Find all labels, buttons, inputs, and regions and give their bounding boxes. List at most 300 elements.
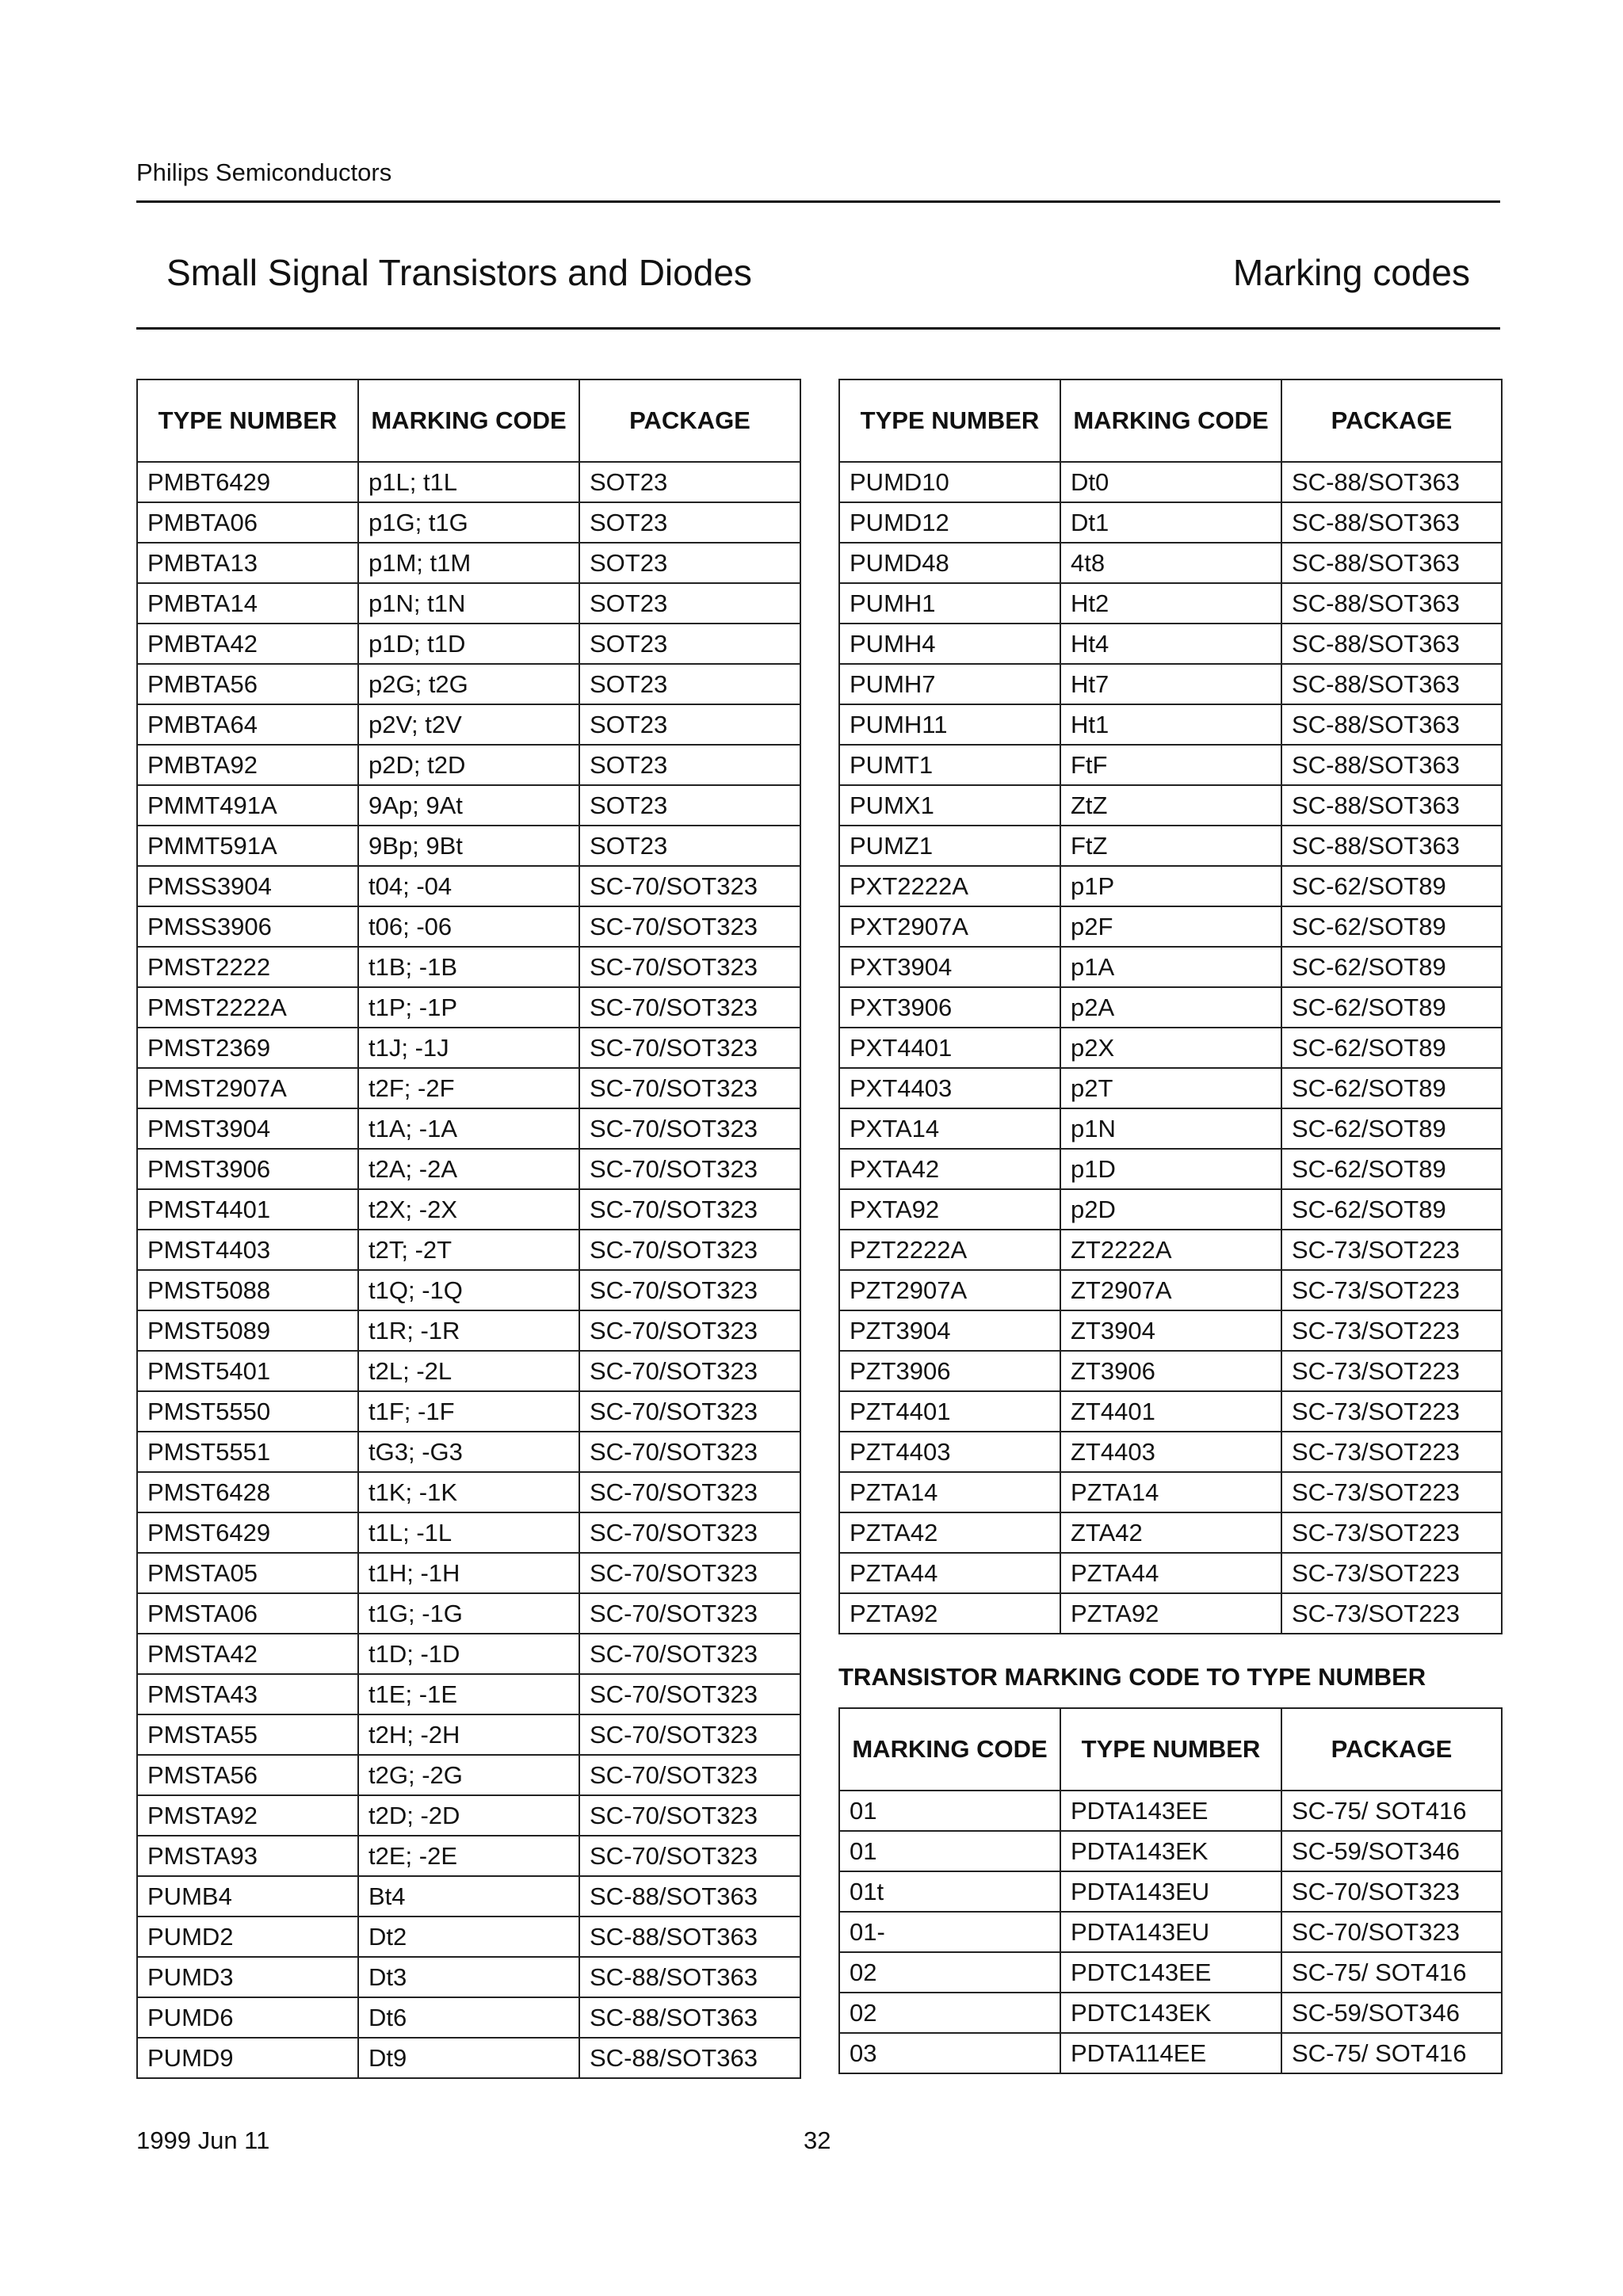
table-cell: 01-: [839, 1912, 1060, 1952]
table-cell: Ht4: [1060, 624, 1281, 664]
table-cell: ZT2907A: [1060, 1270, 1281, 1310]
table-cell: SC-73/SOT223: [1281, 1512, 1502, 1553]
table-cell: p1P: [1060, 866, 1281, 906]
table-cell: SC-73/SOT223: [1281, 1270, 1502, 1310]
table-cell: 9Ap; 9At: [358, 785, 579, 826]
table-cell: PDTA114EE: [1060, 2033, 1281, 2073]
table-cell: p2A: [1060, 987, 1281, 1028]
table-cell: PZT4401: [839, 1391, 1060, 1432]
table-cell: Dt6: [358, 1997, 579, 2038]
table-cell: PMST5550: [137, 1391, 358, 1432]
table-cell: PUMH11: [839, 704, 1060, 745]
table-row: [839, 1831, 1502, 1871]
table-cell: p1A: [1060, 947, 1281, 987]
table-cell: Dt2: [358, 1917, 579, 1957]
table-cell: SC-62/SOT89: [1281, 1108, 1502, 1149]
table-row: [137, 1674, 800, 1714]
table-cell: PDTA143EE: [1060, 1791, 1281, 1831]
table-row: [137, 1512, 800, 1553]
table-cell: PUMD12: [839, 502, 1060, 543]
table-cell: SC-88/SOT363: [1281, 704, 1502, 745]
reverse-lookup-heading: TRANSISTOR MARKING CODE TO TYPE NUMBER: [838, 1663, 1426, 1691]
table-row: [137, 1836, 800, 1876]
header-rule-bottom: [136, 327, 1500, 330]
table-cell: PMST2369: [137, 1028, 358, 1068]
column-header-marking-code: MARKING CODE: [1060, 379, 1281, 462]
table-header-row: [839, 379, 1502, 462]
table-cell: SC-73/SOT223: [1281, 1310, 1502, 1351]
table-cell: PMSS3904: [137, 866, 358, 906]
table-cell: PXT4401: [839, 1028, 1060, 1068]
table-cell: SOT23: [579, 785, 800, 826]
table-cell: ZT3906: [1060, 1351, 1281, 1391]
table-cell: SC-75/ SOT416: [1281, 1952, 1502, 1993]
table-row: [839, 2033, 1502, 2073]
table-cell: p2D: [1060, 1189, 1281, 1230]
table-cell: PMSTA42: [137, 1634, 358, 1674]
table-cell: PMBTA42: [137, 624, 358, 664]
table-cell: SC-70/SOT323: [579, 1512, 800, 1553]
table-row: [839, 1432, 1502, 1472]
table-cell: t1K; -1K: [358, 1472, 579, 1512]
table-cell: PZT3904: [839, 1310, 1060, 1351]
table-cell: t2G; -2G: [358, 1755, 579, 1795]
table-cell: SC-88/SOT363: [1281, 462, 1502, 502]
table-row: [839, 1553, 1502, 1593]
table-cell: SC-88/SOT363: [579, 1917, 800, 1957]
table-cell: SC-70/SOT323: [579, 1472, 800, 1512]
table-cell: SC-70/SOT323: [579, 1553, 800, 1593]
table-row: [137, 1553, 800, 1593]
table-cell: Ht1: [1060, 704, 1281, 745]
table-header-row: [137, 379, 800, 462]
table-cell: PZTA92: [839, 1593, 1060, 1634]
table-cell: SC-59/SOT346: [1281, 1831, 1502, 1871]
table-cell: PMBTA56: [137, 664, 358, 704]
table-cell: p2G; t2G: [358, 664, 579, 704]
table-cell: SC-88/SOT363: [1281, 745, 1502, 785]
table-cell: p1L; t1L: [358, 462, 579, 502]
table-cell: FtZ: [1060, 826, 1281, 866]
table-cell: PXT3904: [839, 947, 1060, 987]
table-cell: PMBTA13: [137, 543, 358, 583]
table-cell: PZTA44: [1060, 1553, 1281, 1593]
table-row: [839, 1068, 1502, 1108]
section-title: Marking codes: [1232, 252, 1470, 293]
table-cell: PMST2222A: [137, 987, 358, 1028]
table-cell: t1F; -1F: [358, 1391, 579, 1432]
table-cell: Ht7: [1060, 664, 1281, 704]
table-cell: SC-70/SOT323: [579, 1593, 800, 1634]
table-cell: ZT4401: [1060, 1391, 1281, 1432]
table-row: [137, 1714, 800, 1755]
table-cell: PZTA44: [839, 1553, 1060, 1593]
table-cell: PMSS3906: [137, 906, 358, 947]
table-cell: t2L; -2L: [358, 1351, 579, 1391]
table-row: [137, 1068, 800, 1108]
table-cell: SC-59/SOT346: [1281, 1993, 1502, 2033]
table-cell: SC-70/SOT323: [579, 987, 800, 1028]
table-cell: SC-62/SOT89: [1281, 987, 1502, 1028]
table-cell: PUMZ1: [839, 826, 1060, 866]
table-cell: ZT4403: [1060, 1432, 1281, 1472]
table-row: [839, 1230, 1502, 1270]
table-cell: PZT2907A: [839, 1270, 1060, 1310]
table-row: [839, 1912, 1502, 1952]
table-cell: PUMH4: [839, 624, 1060, 664]
table-row: [137, 462, 800, 502]
marking-table-right: [838, 379, 1503, 1634]
table-cell: ZTA42: [1060, 1512, 1281, 1553]
table-row: [137, 1997, 800, 2038]
table-cell: SOT23: [579, 826, 800, 866]
table-row: [137, 947, 800, 987]
table-row: [839, 1871, 1502, 1912]
table-cell: ZT2222A: [1060, 1230, 1281, 1270]
table-cell: PMSTA05: [137, 1553, 358, 1593]
table-cell: ZtZ: [1060, 785, 1281, 826]
table-cell: t06; -06: [358, 906, 579, 947]
table-cell: PUMH1: [839, 583, 1060, 624]
table-row: [839, 1512, 1502, 1553]
table-cell: 01: [839, 1831, 1060, 1871]
table-cell: SOT23: [579, 462, 800, 502]
table-row: [839, 1472, 1502, 1512]
column-header-package: PACKAGE: [579, 379, 800, 462]
table-cell: 01: [839, 1791, 1060, 1831]
table-row: [137, 987, 800, 1028]
table-row: [839, 624, 1502, 664]
table-cell: PXT2907A: [839, 906, 1060, 947]
table-cell: PZT3906: [839, 1351, 1060, 1391]
table-cell: PMST5551: [137, 1432, 358, 1472]
table-row: [839, 1310, 1502, 1351]
column-header-marking-code: MARKING CODE: [839, 1708, 1060, 1791]
table-cell: Ht2: [1060, 583, 1281, 624]
table-cell: PUMD48: [839, 543, 1060, 583]
table-row: [839, 785, 1502, 826]
table-row: [839, 947, 1502, 987]
table-cell: t1E; -1E: [358, 1674, 579, 1714]
table-row: [137, 1634, 800, 1674]
table-cell: SC-88/SOT363: [1281, 583, 1502, 624]
table-row: [137, 1391, 800, 1432]
table-row: [839, 1791, 1502, 1831]
table-row: [839, 906, 1502, 947]
table-cell: ZT3904: [1060, 1310, 1281, 1351]
table-cell: PMST3906: [137, 1149, 358, 1189]
table-cell: SC-70/SOT323: [579, 1634, 800, 1674]
marking-table-left: [136, 379, 801, 2079]
table-cell: SC-70/SOT323: [1281, 1871, 1502, 1912]
table-row: [839, 1108, 1502, 1149]
table-cell: 4t8: [1060, 543, 1281, 583]
table-cell: PDTA143EU: [1060, 1912, 1281, 1952]
table-cell: p2T: [1060, 1068, 1281, 1108]
table-row: [137, 583, 800, 624]
table-cell: SC-73/SOT223: [1281, 1472, 1502, 1512]
table-cell: PUMX1: [839, 785, 1060, 826]
table-cell: p1M; t1M: [358, 543, 579, 583]
table-cell: t1A; -1A: [358, 1108, 579, 1149]
table-cell: PMMT591A: [137, 826, 358, 866]
table-cell: Dt9: [358, 2038, 579, 2078]
table-cell: SC-70/SOT323: [579, 1108, 800, 1149]
table-cell: SC-70/SOT323: [579, 1836, 800, 1876]
table-cell: SC-88/SOT363: [579, 1997, 800, 2038]
table-cell: PUMT1: [839, 745, 1060, 785]
table-cell: t1B; -1B: [358, 947, 579, 987]
table-cell: tG3; -G3: [358, 1432, 579, 1472]
table-cell: t1J; -1J: [358, 1028, 579, 1068]
table-row: [137, 826, 800, 866]
table-row: [839, 987, 1502, 1028]
table-cell: SC-70/SOT323: [579, 866, 800, 906]
table-cell: t2A; -2A: [358, 1149, 579, 1189]
table-row: [839, 1952, 1502, 1993]
table-cell: SC-70/SOT323: [579, 1714, 800, 1755]
table-row: [137, 1108, 800, 1149]
table-cell: SOT23: [579, 543, 800, 583]
table-cell: SC-70/SOT323: [579, 1068, 800, 1108]
table-cell: t1G; -1G: [358, 1593, 579, 1634]
table-cell: SOT23: [579, 583, 800, 624]
table-row: [137, 1270, 800, 1310]
column-header-package: PACKAGE: [1281, 1708, 1502, 1791]
column-header-type-number: TYPE NUMBER: [137, 379, 358, 462]
table-row: [137, 1957, 800, 1997]
table-cell: SC-70/SOT323: [579, 1310, 800, 1351]
table-cell: p2F: [1060, 906, 1281, 947]
table-cell: SC-75/ SOT416: [1281, 1791, 1502, 1831]
table-cell: PXTA92: [839, 1189, 1060, 1230]
page-number: 32: [804, 2126, 831, 2154]
table-row: [137, 704, 800, 745]
table-cell: PMMT491A: [137, 785, 358, 826]
table-row: [137, 1593, 800, 1634]
table-cell: PMSTA43: [137, 1674, 358, 1714]
table-cell: PMST5089: [137, 1310, 358, 1351]
table-cell: SC-73/SOT223: [1281, 1553, 1502, 1593]
table-cell: SC-73/SOT223: [1281, 1391, 1502, 1432]
table-cell: SC-62/SOT89: [1281, 866, 1502, 906]
table-cell: PMSTA55: [137, 1714, 358, 1755]
table-cell: PXT4403: [839, 1068, 1060, 1108]
table-cell: PMBTA92: [137, 745, 358, 785]
table-cell: p1N: [1060, 1108, 1281, 1149]
table-cell: t1H; -1H: [358, 1553, 579, 1593]
table-cell: PZTA14: [839, 1472, 1060, 1512]
table-row: [839, 583, 1502, 624]
table-row: [839, 462, 1502, 502]
table-row: [839, 543, 1502, 583]
table-cell: p1D; t1D: [358, 624, 579, 664]
table-cell: SC-70/SOT323: [579, 1795, 800, 1836]
table-cell: SOT23: [579, 704, 800, 745]
table-row: [839, 1149, 1502, 1189]
table-cell: t2T; -2T: [358, 1230, 579, 1270]
column-header-package: PACKAGE: [1281, 379, 1502, 462]
table-row: [839, 1351, 1502, 1391]
table-cell: PZT4403: [839, 1432, 1060, 1472]
table-cell: PMST6428: [137, 1472, 358, 1512]
table-cell: Dt3: [358, 1957, 579, 1997]
header-rule-top: [136, 200, 1500, 203]
table-row: [839, 1028, 1502, 1068]
table-cell: SC-88/SOT363: [1281, 785, 1502, 826]
table-cell: PUMH7: [839, 664, 1060, 704]
table-row: [137, 543, 800, 583]
table-row: [839, 704, 1502, 745]
table-cell: PMST4401: [137, 1189, 358, 1230]
table-row: [137, 1795, 800, 1836]
table-cell: SC-62/SOT89: [1281, 1068, 1502, 1108]
table-cell: SC-62/SOT89: [1281, 947, 1502, 987]
table-cell: PMSTA92: [137, 1795, 358, 1836]
table-cell: t2F; -2F: [358, 1068, 579, 1108]
table-header-row: [839, 1708, 1502, 1791]
table-cell: FtF: [1060, 745, 1281, 785]
footer-date: 1999 Jun 11: [136, 2126, 270, 2154]
table-cell: PDTC143EK: [1060, 1993, 1281, 2033]
table-cell: Dt0: [1060, 462, 1281, 502]
table-cell: SC-62/SOT89: [1281, 1149, 1502, 1189]
table-row: [137, 1755, 800, 1795]
table-cell: 02: [839, 1952, 1060, 1993]
table-cell: 01t: [839, 1871, 1060, 1912]
table-cell: t2D; -2D: [358, 1795, 579, 1836]
table-cell: PXT3906: [839, 987, 1060, 1028]
table-cell: SC-62/SOT89: [1281, 1189, 1502, 1230]
column-header-type-number: TYPE NUMBER: [1060, 1708, 1281, 1791]
table-cell: SOT23: [579, 502, 800, 543]
table-cell: p1G; t1G: [358, 502, 579, 543]
table-cell: PMSTA93: [137, 1836, 358, 1876]
table-cell: SC-70/SOT323: [579, 1755, 800, 1795]
table-cell: SC-62/SOT89: [1281, 1028, 1502, 1068]
table-row: [137, 1310, 800, 1351]
table-cell: PUMD2: [137, 1917, 358, 1957]
column-header-marking-code: MARKING CODE: [358, 379, 579, 462]
table-cell: SC-70/SOT323: [579, 1351, 800, 1391]
table-row: [137, 1917, 800, 1957]
table-cell: PXT2222A: [839, 866, 1060, 906]
table-cell: PDTC143EE: [1060, 1952, 1281, 1993]
table-row: [839, 502, 1502, 543]
table-cell: SC-73/SOT223: [1281, 1230, 1502, 1270]
table-cell: p2D; t2D: [358, 745, 579, 785]
table-cell: PZTA42: [839, 1512, 1060, 1553]
table-cell: PZTA92: [1060, 1593, 1281, 1634]
table-row: [137, 664, 800, 704]
table-cell: SC-70/SOT323: [579, 1230, 800, 1270]
table-cell: PZT2222A: [839, 1230, 1060, 1270]
table-row: [137, 785, 800, 826]
table-cell: PMBTA14: [137, 583, 358, 624]
table-cell: t2X; -2X: [358, 1189, 579, 1230]
table-row: [137, 624, 800, 664]
table-row: [839, 1189, 1502, 1230]
table-row: [839, 664, 1502, 704]
table-row: [137, 745, 800, 785]
table-row: [839, 1593, 1502, 1634]
table-cell: SC-70/SOT323: [579, 947, 800, 987]
table-cell: p1D: [1060, 1149, 1281, 1189]
table-cell: 03: [839, 2033, 1060, 2073]
table-cell: SC-88/SOT363: [579, 2038, 800, 2078]
table-cell: p2X: [1060, 1028, 1281, 1068]
table-cell: SC-70/SOT323: [1281, 1912, 1502, 1952]
document-title: Small Signal Transistors and Diodes: [166, 252, 752, 293]
table-cell: t1D; -1D: [358, 1634, 579, 1674]
table-cell: PDTA143EU: [1060, 1871, 1281, 1912]
table-cell: SC-70/SOT323: [579, 906, 800, 947]
table-cell: 9Bp; 9Bt: [358, 826, 579, 866]
company-name: Philips Semiconductors: [136, 158, 392, 186]
table-cell: SC-73/SOT223: [1281, 1432, 1502, 1472]
table-row: [137, 866, 800, 906]
table-cell: PMST4403: [137, 1230, 358, 1270]
table-cell: PUMD6: [137, 1997, 358, 2038]
table-cell: t1L; -1L: [358, 1512, 579, 1553]
table-row: [137, 1351, 800, 1391]
table-cell: SC-88/SOT363: [1281, 826, 1502, 866]
table-cell: PMBT6429: [137, 462, 358, 502]
table-row: [137, 502, 800, 543]
table-cell: p1N; t1N: [358, 583, 579, 624]
table-cell: PUMD9: [137, 2038, 358, 2078]
table-row: [839, 866, 1502, 906]
table-cell: SC-70/SOT323: [579, 1432, 800, 1472]
table-cell: Dt1: [1060, 502, 1281, 543]
table-cell: Bt4: [358, 1876, 579, 1917]
table-cell: PMST3904: [137, 1108, 358, 1149]
table-cell: t2E; -2E: [358, 1836, 579, 1876]
table-cell: PMBTA06: [137, 502, 358, 543]
column-header-type-number: TYPE NUMBER: [839, 379, 1060, 462]
table-cell: PMBTA64: [137, 704, 358, 745]
table-cell: 02: [839, 1993, 1060, 2033]
table-row: [839, 1993, 1502, 2033]
table-cell: PMST5088: [137, 1270, 358, 1310]
table-cell: SC-73/SOT223: [1281, 1351, 1502, 1391]
table-row: [137, 1472, 800, 1512]
table-row: [137, 1230, 800, 1270]
table-cell: SC-88/SOT363: [579, 1876, 800, 1917]
table-cell: PMST6429: [137, 1512, 358, 1553]
table-row: [839, 1270, 1502, 1310]
table-row: [839, 826, 1502, 866]
table-cell: SC-70/SOT323: [579, 1149, 800, 1189]
table-cell: PUMD3: [137, 1957, 358, 1997]
table-cell: SC-88/SOT363: [1281, 502, 1502, 543]
table-cell: SC-70/SOT323: [579, 1189, 800, 1230]
table-cell: SOT23: [579, 664, 800, 704]
table-cell: SC-88/SOT363: [1281, 543, 1502, 583]
table-cell: t2H; -2H: [358, 1714, 579, 1755]
table-cell: SC-70/SOT323: [579, 1674, 800, 1714]
table-cell: PMST2222: [137, 947, 358, 987]
table-cell: SC-70/SOT323: [579, 1270, 800, 1310]
reverse-lookup-table: [838, 1707, 1503, 2074]
table-row: [137, 2038, 800, 2078]
table-cell: PDTA143EK: [1060, 1831, 1281, 1871]
table-row: [839, 745, 1502, 785]
table-row: [137, 1149, 800, 1189]
table-cell: p2V; t2V: [358, 704, 579, 745]
table-cell: SC-75/ SOT416: [1281, 2033, 1502, 2073]
table-cell: PXTA42: [839, 1149, 1060, 1189]
